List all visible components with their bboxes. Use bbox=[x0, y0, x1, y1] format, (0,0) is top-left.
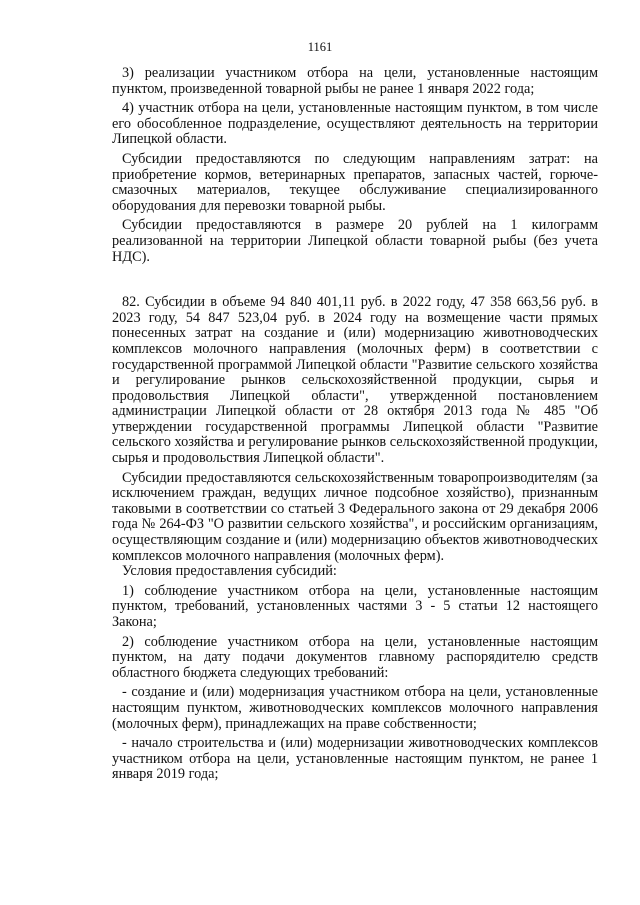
paragraph-requirement-creation: - создание и (или) модернизация участником отбора на цели, установленные настоящим пунктом, животноводческих комплексов молочного направления (молочных ферм), принадлежащих на праве собственности; bbox=[112, 684, 598, 732]
paragraph-recipients: Субсидии предоставляются сельскохозяйственным товаропроизводителям (за исключением граждан, ведущих личное подсобное хозяйство), признанным таковыми в соответствии со статьей 3 Федерального закона от 29 декабря 2006 года № 264-ФЗ "О развитии сельского хозяйства", и российским организациям, осуществляющим создание и (или) модернизацию объектов животноводческих комплексов молочного направления (молочных ферм). bbox=[112, 469, 598, 564]
page-number: 1161 bbox=[307, 40, 333, 54]
paragraph-item-4: 4) участник отбора на цели, установленные настоящим пунктом, в том числе его обособленное подразделение, осуществляют деятельность на территории Липецкой области. bbox=[112, 100, 598, 148]
paragraph-cost-directions: Субсидии предоставляются по следующим направлениям затрат: на приобретение кормов, ветеринарных препаратов, запасных частей, горюче-смазочных материалов, текущее обслуживание специализированного оборудования для перевозки товарной рыбы. bbox=[112, 150, 598, 214]
paragraph-item-3: 3) реализации участником отбора на цели, установленные настоящим пунктом, произведенной товарной рыбы не ранее 1 января 2022 года; bbox=[112, 65, 598, 97]
document-body bbox=[112, 66, 598, 783]
paragraph-condition-1: 1) соблюдение участником отбора на цели, установленные настоящим пунктом, требований, установленных частями 3 - 5 статьи 12 настоящего Закона; bbox=[112, 582, 598, 630]
paragraph-subsidy-rate: Субсидии предоставляются в размере 20 рублей на 1 килограмм реализованной на территории Липецкой области товарной рыбы (без учета НДС). bbox=[112, 217, 598, 265]
paragraph-requirement-start-date: - начало строительства и (или) модернизации животноводческих комплексов участником отбора на цели, установленные настоящим пунктом, не ранее 1 января 2019 года; bbox=[112, 735, 598, 783]
paragraph-conditions-heading: Условия предоставления субсидий: bbox=[122, 563, 337, 580]
paragraph-section-82: 82. Субсидии в объеме 94 840 401,11 руб. в 2022 году, 47 358 663,56 руб. в 2023 году, 54 847 523,04 руб. в 2024 году на возмещение части прямых понесенных затрат на создание и (или) модернизацию животноводческих комплексов молочного направления (молочных ферм) в соответствии с государственной программой Липецкой области "Развитие сельского хозяйства и регулирование рынков сельскохозяйственной продукции, сырья и продовольствия Липецкой области", утвержденной постановлением администрации Липецкой области от 28 октября 2013 года № 485 "Об утверждении государственной программы Липецкой области "Развитие сельского хозяйства и регулирование рынков сельскохозяйственной продукции, сырья и продовольствия Липецкой области". bbox=[112, 294, 598, 467]
paragraph-condition-2: 2) соблюдение участником отбора на цели, установленные настоящим пунктом, на дату подачи документов главному распорядителю средств областного бюджета следующих требований: bbox=[112, 633, 598, 681]
